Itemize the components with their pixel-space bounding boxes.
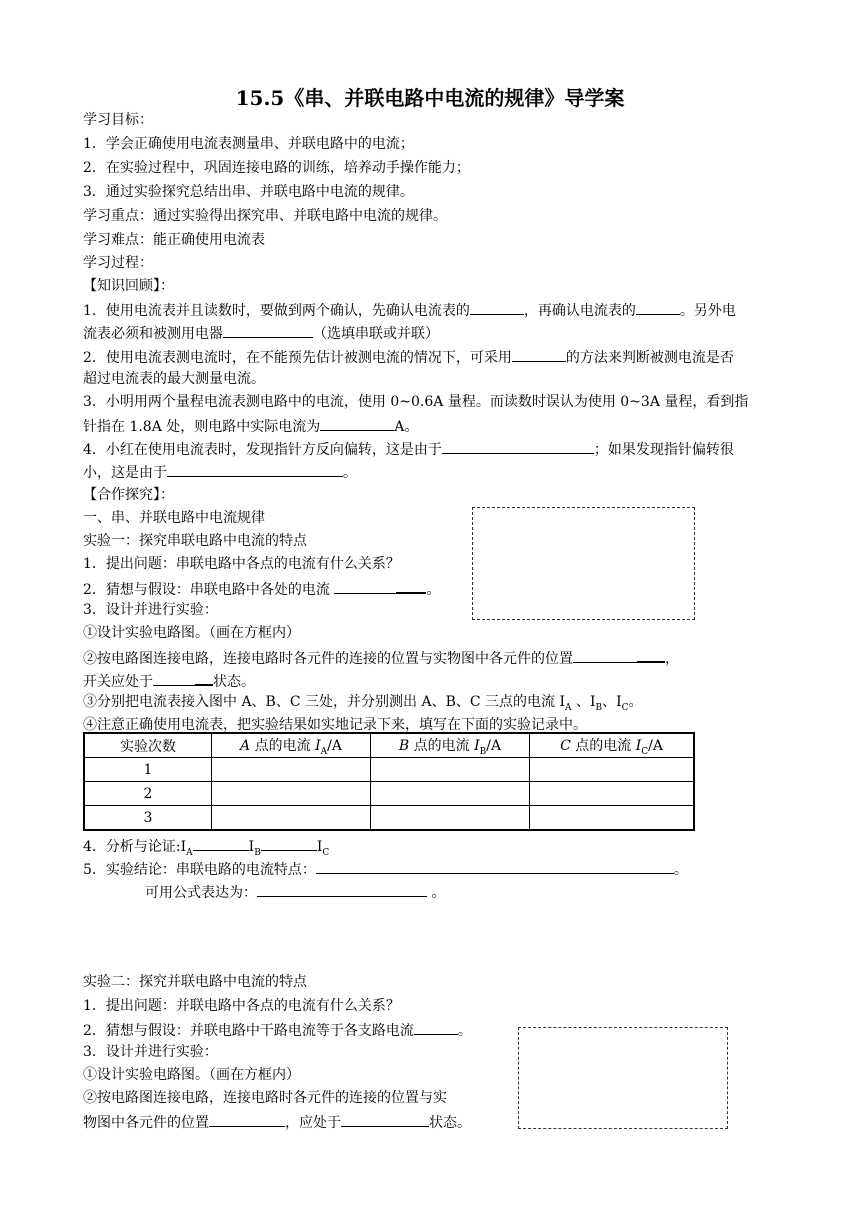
exp2-title: 实验二：探究并联电路中电流的特点 <box>83 974 307 990</box>
review-q1: 1．使用电流表并且读数时，要做到两个确认，先确认电流表的 ，再确认电流表的 。另外电 <box>83 298 736 322</box>
exp1-c1: ①设计实验电路图。（画在方框内） <box>83 625 300 641</box>
exp1-formula: 可用公式表达为： 。 <box>145 880 445 904</box>
answer-blank[interactable] <box>334 577 396 594</box>
answer-blank[interactable] <box>167 460 343 477</box>
goal-1: 1．学会正确使用电流表测量串、并联电路中的电流； <box>83 136 414 152</box>
exp2-c2-cont: 物图中各元件的位置 ，应处于 状态。 <box>83 1110 471 1134</box>
exp2-circuit-drawing-box[interactable] <box>518 1027 728 1129</box>
exp1-c2: ②按电路图连接电路，连接电路时各元件的连接的位置与实物图中各元件的位置 ， <box>83 645 679 670</box>
answer-blank[interactable] <box>261 834 317 851</box>
trial-number: 3 <box>84 806 212 831</box>
difficulty: 学习难点：能正确使用电流表 <box>83 232 265 248</box>
review-q4: 4．小红在使用电流表时，发现指针方反向偏转，这是由于 ；如果发现指针偏转很 <box>83 437 734 461</box>
key-point: 学习重点：通过实验得出探究串、并联电路中电流的规律。 <box>83 208 447 224</box>
header-trial: 实验次数 <box>84 733 212 758</box>
exp2-c1: ①设计实验电路图。（画在方框内） <box>83 1067 300 1083</box>
exp1-step5: 5．实验结论：串联电路的电流特点： 。 <box>83 857 688 881</box>
exp1-step3: 3．设计并进行实验： <box>83 602 218 618</box>
answer-blank[interactable] <box>573 646 637 663</box>
review-q1-cont: 流表必须和被测用电器 （选填串联或并联） <box>83 321 439 345</box>
answer-blank[interactable] <box>512 345 566 362</box>
review-q4-cont: 小，这是由于 。 <box>83 460 357 484</box>
exp1-step1: 1．提出问题：串联电路中各点的电流有什么关系？ <box>83 556 400 572</box>
answer-blank[interactable] <box>341 1110 429 1127</box>
table-cell[interactable] <box>212 806 371 831</box>
answer-blank[interactable] <box>193 834 249 851</box>
exp2-step1: 1．提出问题：并联电路中各点的电流有什么关系？ <box>83 998 400 1014</box>
trial-number: 2 <box>84 782 212 806</box>
review-q3-cont: 针指在 1.8A 处，则电路中实际电流为 A。 <box>83 414 418 438</box>
review-q2-cont: 超过电流表的最大测量电流。 <box>83 371 265 387</box>
table-cell[interactable] <box>212 758 371 782</box>
process-label: 学习过程： <box>83 255 153 271</box>
answer-blank[interactable] <box>414 1018 458 1035</box>
goal-2: 2．在实验过程中，巩固连接电路的训练，培养动手操作能力； <box>83 160 470 176</box>
goal-3: 3．通过实验探究总结出串、并联电路中电流的规律。 <box>83 184 414 200</box>
answer-blank[interactable] <box>636 298 680 315</box>
goals-heading: 学习目标： <box>83 112 153 128</box>
table-row <box>84 758 694 782</box>
table-cell[interactable] <box>530 806 695 831</box>
exp1-c2-cont: 开关应处于 状态。 <box>83 668 255 693</box>
exp2-step2: 2．猜想与假设：并联电路中干路电流等于各支路电流 。 <box>83 1018 472 1042</box>
exp1-title: 实验一：探究串联电路中电流的特点 <box>83 533 307 549</box>
answer-blank[interactable] <box>209 1110 285 1127</box>
experiment-record-table <box>83 732 695 831</box>
exp2-c2: ②按电路图连接电路，连接电路时各元件的连接的位置与实 <box>83 1090 447 1106</box>
exp1-c3: ③分别把电流表接入图中 A、B、C 三处，并分别测出 A、B、C 三点的电流 $I_A$ 、$I_B$、$I_C$。 <box>83 694 643 713</box>
table-cell[interactable] <box>212 782 371 806</box>
coop-heading: 【合作探究】： <box>83 487 174 503</box>
answer-blank[interactable] <box>320 414 394 431</box>
exp1-circuit-drawing-box[interactable] <box>472 507 695 620</box>
table-cell[interactable] <box>530 758 695 782</box>
review-q3: 3．小明用两个量程电流表测电路中的电流，使用 0~0.6A 量程。而读数时误认为使用 0~3A 量程，看到指 <box>83 394 749 410</box>
table-cell[interactable] <box>371 806 530 831</box>
exp1-step4: 4．分析与论证$:I_A$ $I_B$ $I_C$ <box>83 834 329 864</box>
header-c-current: C 点的电流 $I_C/A$ <box>530 733 695 758</box>
review-q2: 2．使用电流表测电流时，在不能预先估计被测电流的情况下，可采用 的方法来判断被测电流是否 <box>83 345 734 369</box>
table-cell[interactable] <box>530 782 695 806</box>
section-1-heading: 一、串、并联电路中电流规律 <box>83 510 265 526</box>
answer-blank[interactable] <box>470 298 524 315</box>
table-row <box>84 782 694 806</box>
answer-blank[interactable] <box>316 857 674 874</box>
exp2-step3: 3．设计并进行实验： <box>83 1044 218 1060</box>
table-cell[interactable] <box>371 758 530 782</box>
header-a-current: A 点的电流 $I_A/A$ <box>212 733 371 758</box>
exp1-step2: 2．猜想与假设：串联电路中各处的电流 。 <box>83 576 440 601</box>
exp1-c4: ④注意正确使用电流表，把实验结果如实地记录下来，填写在下面的实验记录中。 <box>83 717 587 733</box>
table-cell[interactable] <box>371 782 530 806</box>
table-header-row <box>84 733 694 758</box>
answer-blank[interactable] <box>153 669 195 686</box>
header-b-current: B 点的电流 $I_B/A$ <box>371 733 530 758</box>
answer-blank[interactable] <box>257 880 427 897</box>
page-title: 15.5《串、并联电路中电流的规律》导学案 <box>235 86 625 110</box>
trial-number: 1 <box>84 758 212 782</box>
review-heading: 【知识回顾】： <box>83 278 174 294</box>
table-row <box>84 806 694 831</box>
answer-blank[interactable] <box>223 321 313 338</box>
answer-blank[interactable] <box>442 437 594 454</box>
